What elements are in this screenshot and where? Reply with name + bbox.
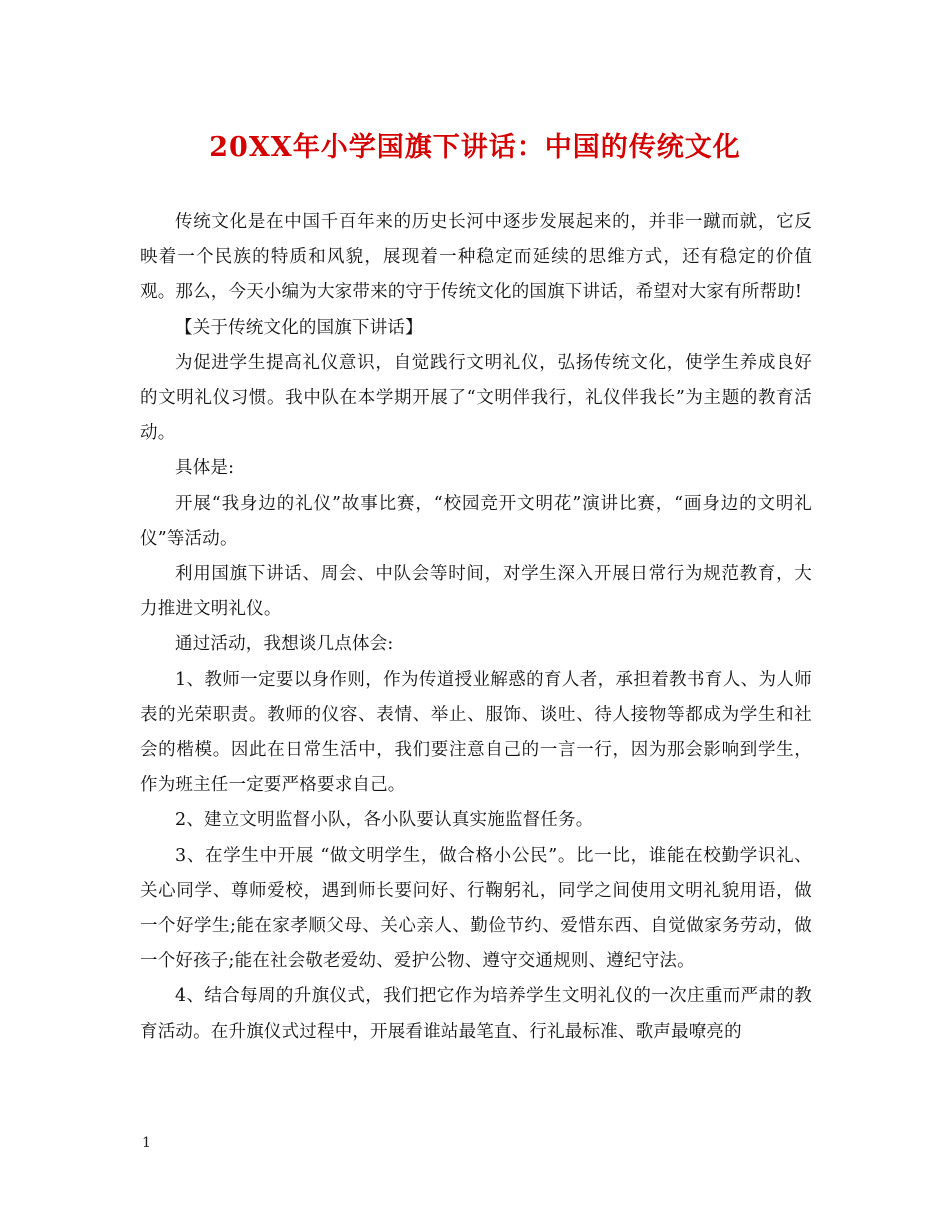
paragraph-activities: 开展“我身边的礼仪”故事比赛，“校园竞开文明花”演讲比赛，“画身边的文明礼仪”等活动。 <box>140 493 812 549</box>
page-number: 1 <box>142 1135 151 1151</box>
paragraph-intro: 传统文化是在中国千百年来的历史长河中逐步发展起来的，并非一蹴而就，它反映着一个民族的特质和风貌，展现着一种稳定而延续的思维方式，还有稳定的价值观。那么，今天小编为大家带来的守于传统文化的国旗下讲话，希望对大家有所帮助! <box>140 212 812 303</box>
paragraph-education: 利用国旗下讲话、周会、中队会等时间，对学生深入开展日常行为规范教育，大力推进文明礼仪。 <box>140 564 812 620</box>
paragraph-point-3: 3、在学生中开展 “做文明学生，做合格小公民”。比一比，谁能在校勤学识礼、关心同学、尊师爱校，遇到师长要问好、行鞠躬礼，同学之间使用文明礼貌用语，做一个好学生;能在家孝顺父母、关心亲人、勤俭节约、爱惜东西、自觉做家务劳动，做一个好孩子;能在社会敬老爱幼、爱护公物、遵守交通规则、遵纪守法。 <box>140 845 812 972</box>
paragraph-point-2: 2、建立文明监督小队，各小队要认真实施监督任务。 <box>175 810 594 831</box>
paragraph-purpose: 为促进学生提高礼仪意识，自觉践行文明礼仪，弘扬传统文化，使学生养成良好的文明礼仪习惯。我中队在本学期开展了“文明伴我行，礼仪伴我长”为主题的教育活动。 <box>140 352 812 444</box>
paragraph-reflection-intro: 通过活动，我想谈几点体会: <box>175 634 394 655</box>
paragraph-section-heading: 【关于传统文化的国旗下讲话】 <box>175 317 423 338</box>
paragraph-point-1: 1、教师一定要以身作则，作为传道授业解惑的育人者，承担着教书育人、为人师表的光荣职责。教师的仪容、表情、举止、服饰、谈吐、待人接物等都成为学生和社会的楷模。因此在日常生活中，我们要注意自己的一言一行，因为那会影响到学生，作为班主任一定要严格要求自己。 <box>140 669 812 796</box>
document-title: 20XX年小学国旗下讲话：中国的传统文化 <box>209 132 741 163</box>
paragraph-specifics-label: 具体是: <box>175 458 235 479</box>
paragraph-point-4: 4、结合每周的升旗仪式，我们把它作为培养学生文明礼仪的一次庄重而严肃的教育活动。在升旗仪式过程中，开展看谁站最笔直、行礼最标准、歌声最嘹亮的 <box>140 986 812 1042</box>
document-body <box>140 205 812 1050</box>
